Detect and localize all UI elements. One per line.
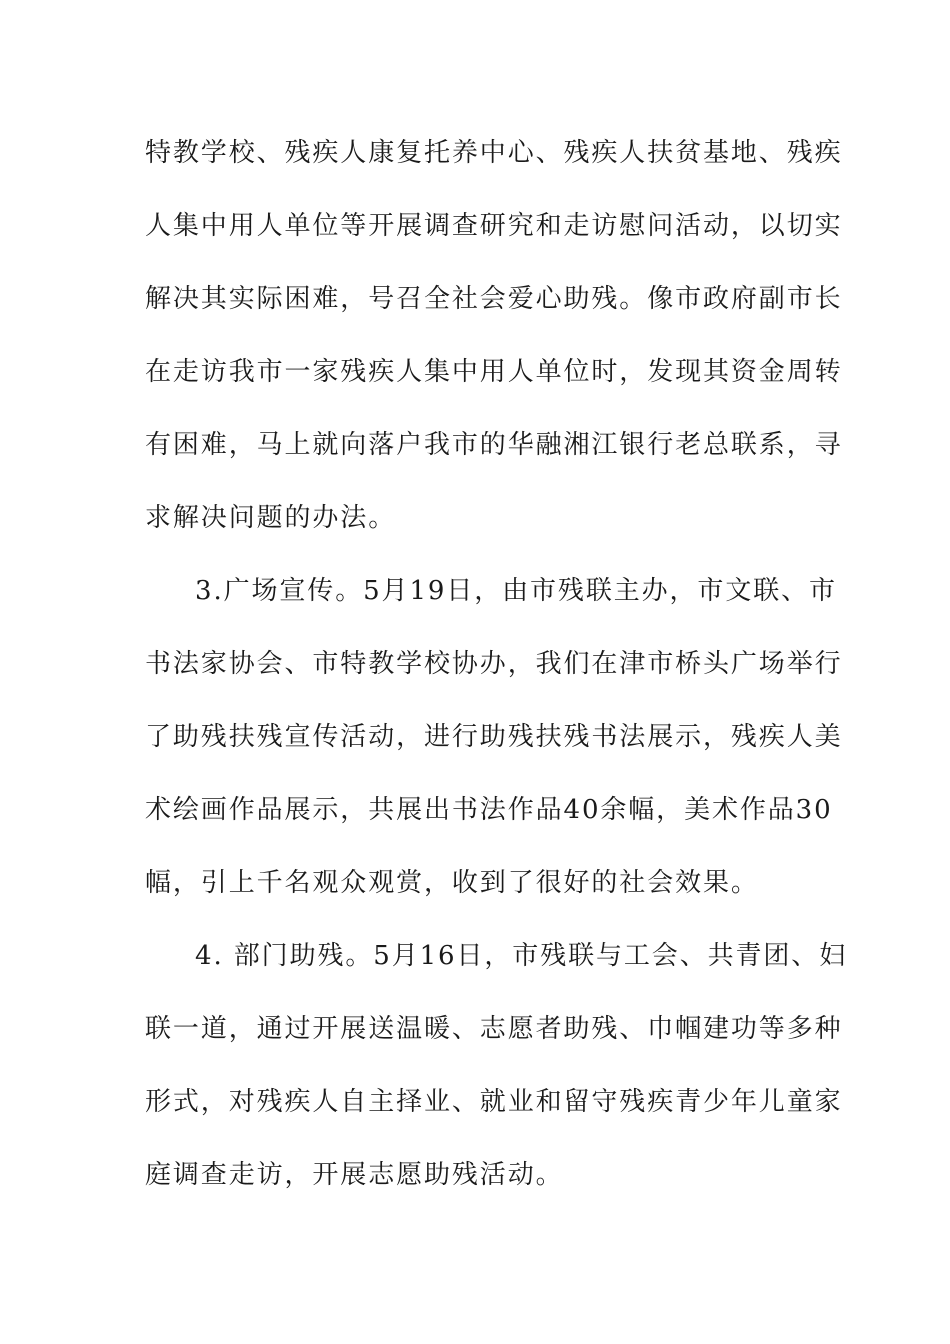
text-line: 书法家协会、市特教学校协办，我们在津市桥头广场举行 xyxy=(145,649,843,679)
paragraph-start-line: 4. 部门助残。5月16日，市残联与工会、共青团、妇 xyxy=(195,941,848,971)
text-line: 联一道，通过开展送温暖、志愿者助残、巾帼建功等多种 xyxy=(145,1014,843,1044)
text-line: 庭调查走访，开展志愿助残活动。 xyxy=(145,1160,564,1190)
text-line: 解决其实际困难，号召全社会爱心助残。像市政府副市长 xyxy=(145,284,843,314)
paragraph-start-line: 3.广场宣传。5月19日，由市残联主办，市文联、市 xyxy=(195,576,837,606)
text-line: 特教学校、残疾人康复托养中心、残疾人扶贫基地、残疾 xyxy=(145,138,843,168)
text-line: 了助残扶残宣传活动，进行助残扶残书法展示，残疾人美 xyxy=(145,722,843,752)
text-line: 形式，对残疾人自主择业、就业和留守残疾青少年儿童家 xyxy=(145,1087,843,1117)
text-line: 人集中用人单位等开展调查研究和走访慰问活动，以切实 xyxy=(145,211,843,241)
text-line: 有困难，马上就向落户我市的华融湘江银行老总联系，寻 xyxy=(145,430,843,460)
text-line: 幅，引上千名观众观赏，收到了很好的社会效果。 xyxy=(145,868,759,898)
text-line: 在走访我市一家残疾人集中用人单位时，发现其资金周转 xyxy=(145,357,843,387)
text-line: 术绘画作品展示，共展出书法作品40余幅，美术作品30 xyxy=(145,795,833,825)
text-line: 求解决问题的办法。 xyxy=(145,503,397,533)
